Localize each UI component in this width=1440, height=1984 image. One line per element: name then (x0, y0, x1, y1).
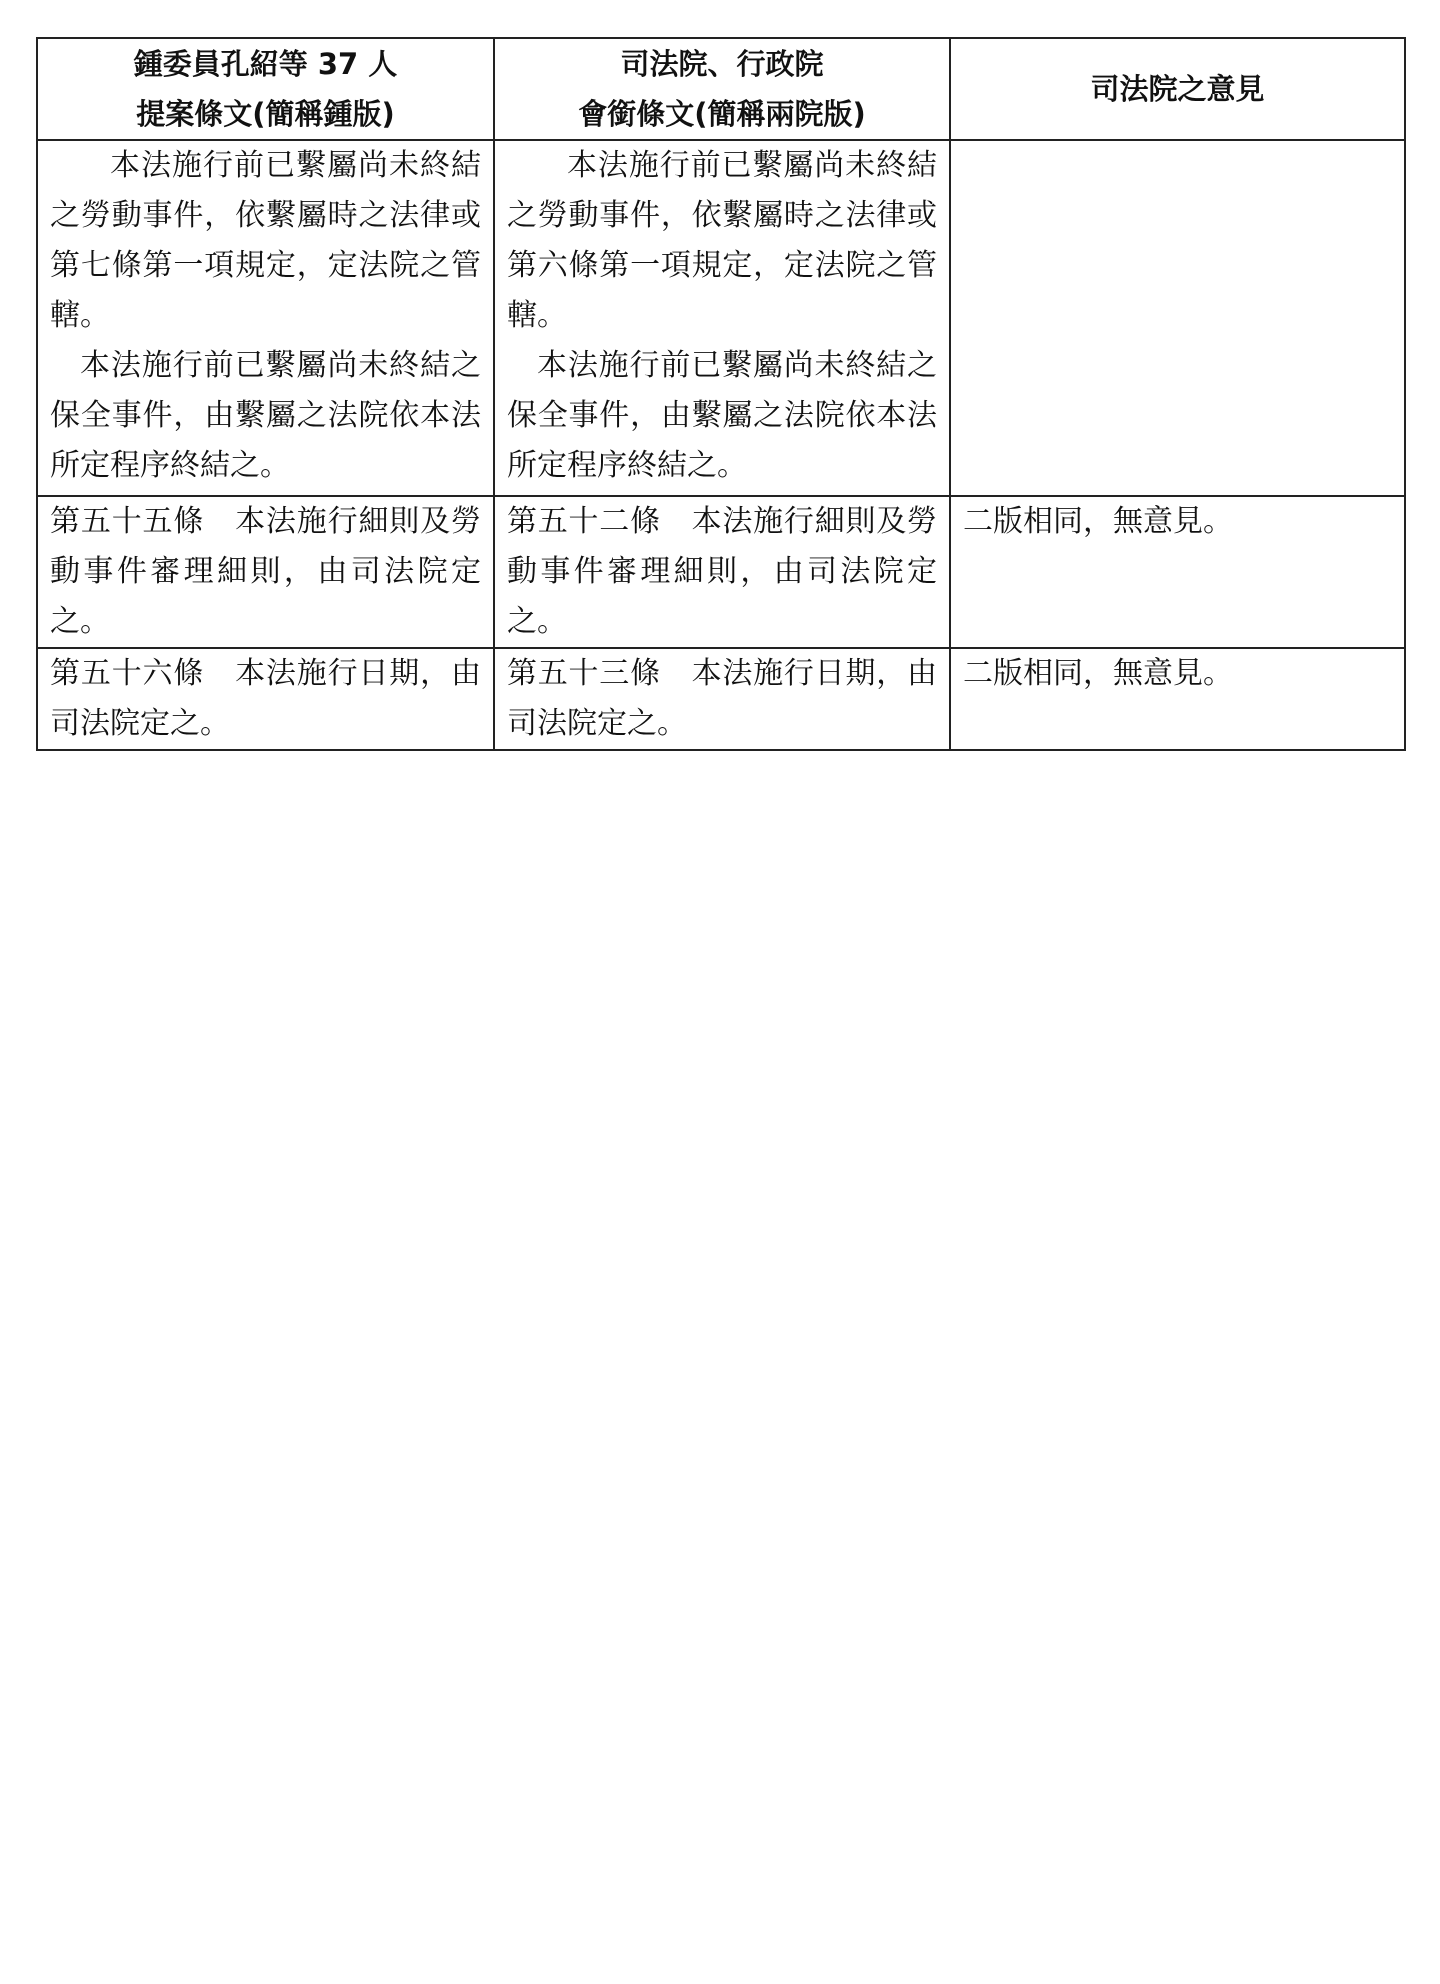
cell-two-courts-article-52: 第五十二條 本法施行細則及勞動事件審理細則，由司法院定之。 (494, 496, 950, 648)
cell-two-courts-article-53: 第五十三條 本法施行日期，由司法院定之。 (494, 648, 950, 750)
cell-opinion: 二版相同，無意見。 (950, 496, 1405, 648)
cell-opinion: 二版相同，無意見。 (950, 648, 1405, 750)
table-row (37, 140, 1405, 496)
paragraph: 本法施行前已繫屬尚未終結之勞動事件，依繫屬時之法律或第七條第一項規定，定法院之管轄。 (50, 148, 481, 333)
header-row (37, 38, 1405, 140)
paragraph: 本法施行前已繫屬尚未終結之保全事件，由繫屬之法院依本法所定程序終結之。 (507, 348, 937, 483)
comparison-table (36, 37, 1406, 751)
table-row (37, 496, 1405, 648)
header-zhong-version: 鍾委員孔紹等 37 人 提案條文(簡稱鍾版) (37, 38, 494, 140)
table-row (37, 648, 1405, 750)
header-judicial-opinion: 司法院之意見 (950, 38, 1405, 140)
header-two-courts-version: 司法院、行政院 會銜條文(簡稱兩院版) (494, 38, 950, 140)
cell-zhong-article-56: 第五十六條 本法施行日期，由司法院定之。 (37, 648, 494, 750)
paragraph: 本法施行前已繫屬尚未終結之勞動事件，依繫屬時之法律或第六條第一項規定，定法院之管轄。 (507, 148, 937, 333)
cell-zhong-article-55: 第五十五條 本法施行細則及勞動事件審理細則，由司法院定之。 (37, 496, 494, 648)
paragraph: 本法施行前已繫屬尚未終結之保全事件，由繫屬之法院依本法所定程序終結之。 (50, 348, 481, 483)
cell-two-courts-transitional (494, 140, 950, 496)
cell-zhong-transitional (37, 140, 494, 496)
cell-opinion-empty (950, 140, 1405, 496)
